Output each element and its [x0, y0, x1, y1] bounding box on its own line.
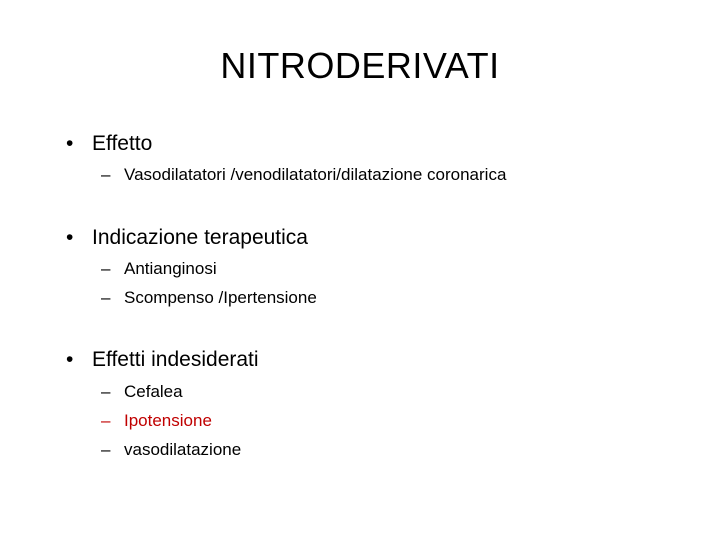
sub-item-text: Ipotensione [124, 411, 212, 430]
dash-icon: – [101, 411, 111, 430]
sub-item-text: Scompenso /Ipertensione [124, 288, 317, 307]
sub-item-text: Cefalea [124, 382, 183, 401]
sub-item [101, 286, 317, 310]
dash-icon: – [101, 165, 111, 184]
dash-icon: – [101, 382, 111, 401]
dash-icon: – [101, 288, 111, 307]
dash-icon: – [101, 259, 111, 278]
dash-icon: – [101, 440, 111, 459]
bullet-effetto [66, 130, 152, 158]
sub-item-text: Vasodilatatori /venodilatatori/dilatazione coronarica [124, 165, 507, 184]
sub-item-text: Antianginosi [124, 259, 217, 278]
bullet-icon: • [66, 226, 74, 249]
bullet-icon: • [66, 348, 74, 371]
sub-item [101, 257, 217, 281]
bullet-heading: Effetto [92, 132, 153, 155]
sub-item-text: vasodilatazione [124, 440, 242, 459]
sub-item [101, 163, 506, 187]
bullet-effetti-indesiderati [66, 346, 259, 374]
bullet-icon: • [66, 132, 74, 155]
sub-item [101, 438, 241, 462]
bullet-heading: Indicazione terapeutica [92, 226, 308, 249]
slide-title: NITRODERIVATI [220, 45, 500, 86]
sub-item-highlighted [101, 409, 212, 433]
bullet-indicazione-terapeutica [66, 224, 308, 252]
bullet-heading: Effetti indesiderati [92, 348, 259, 371]
sub-item [101, 380, 183, 404]
